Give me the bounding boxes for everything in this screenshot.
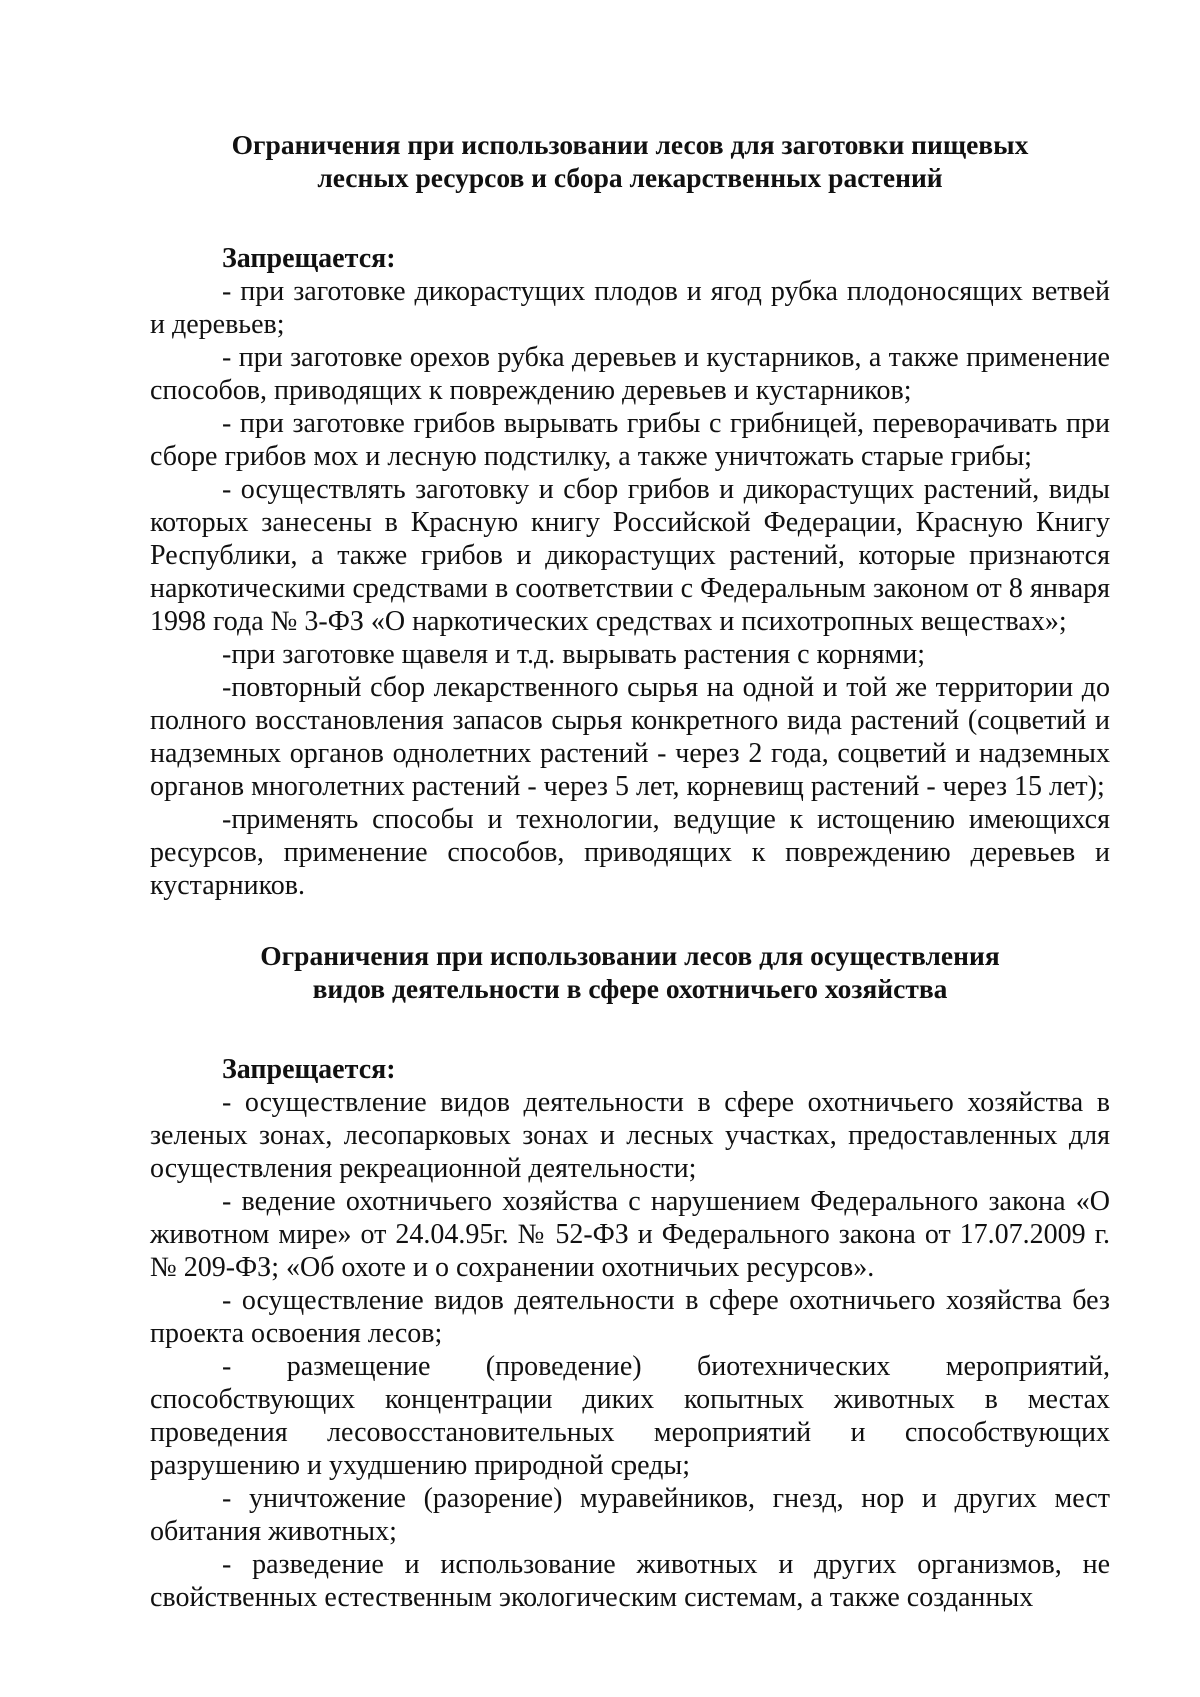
list-item: - разведение и использование животных и других организмов, не свойственных естественным экологическим системам, а также созданных [150, 1549, 1110, 1613]
list-item: - при заготовке дикорастущих плодов и ягод рубка плодоносящих ветвей и деревьев; [150, 276, 1110, 340]
list-item: -при заготовке щавеля и т.д. вырывать растения с корнями; [222, 639, 926, 670]
section-title [150, 939, 1110, 1005]
prohibited-heading: Запрещается: [222, 1054, 396, 1085]
list-item: -применять способы и технологии, ведущие к истощению имеющихся ресурсов, применение способов, приводящих к повреждению деревьев и кустарников. [150, 804, 1110, 901]
document-page [150, 128, 1110, 1614]
section-title [150, 128, 1110, 194]
section-title-line: лесных ресурсов и сбора лекарственных растений [317, 162, 943, 193]
list-item: - осуществление видов деятельности в сфере охотничьего хозяйства без проекта освоения лесов; [150, 1285, 1110, 1349]
list-item: - осуществлять заготовку и сбор грибов и дикорастущих растений, виды которых занесены в Красную книгу Российской Федерации, Красную Книгу Республики, а также грибов и дикорастущих растений, которые признаются наркотическими средствами в соответствии с Федеральным законом от 8 января 1998 года № 3-ФЗ «О наркотических средствах и психотропных веществах»; [150, 474, 1110, 637]
list-item: - ведение охотничьего хозяйства с нарушением Федерального закона «О животном мире» от 24.04.95г. № 52-ФЗ и Федерального закона от 17.07.2009 г. № 209-ФЗ; «Об охоте и о сохранении охотничьих ресурсов». [150, 1186, 1110, 1283]
list-item: - при заготовке орехов рубка деревьев и кустарников, а также применение способов, приводящих к повреждению деревьев и кустарников; [150, 342, 1110, 406]
section-title-line: видов деятельности в сфере охотничьего хозяйства [312, 973, 948, 1004]
list-item: - уничтожение (разорение) муравейников, гнезд, нор и других мест обитания животных; [150, 1483, 1110, 1547]
section-title-line: Ограничения при использовании лесов для заготовки пищевых [231, 129, 1029, 160]
list-item: - осуществление видов деятельности в сфере охотничьего хозяйства в зеленых зонах, лесопарковых зонах и лесных участках, предоставленных для осуществления рекреационной деятельности; [150, 1087, 1110, 1184]
section-hunting [150, 939, 1110, 1614]
list-item: -повторный сбор лекарственного сырья на одной и той же территории до полного восстановления запасов сырья конкретного вида растений (соцветий и надземных органов однолетних растений - через 2 года, соцветий и надземных органов многолетних растений - через 5 лет, корневищ растений - через 15 лет); [150, 672, 1110, 802]
list-item: - размещение (проведение) биотехнических мероприятий, способствующих концентрации диких копытных животных в местах проведения лесовосстановительных мероприятий и способствующих разрушению и ухудшению природной среды; [150, 1351, 1110, 1481]
section-food-resources [150, 128, 1110, 902]
list-item: - при заготовке грибов вырывать грибы с грибницей, переворачивать при сборе грибов мох и лесную подстилку, а также уничтожать старые грибы; [150, 408, 1110, 472]
section-title-line: Ограничения при использовании лесов для осуществления [260, 940, 1000, 971]
prohibited-heading: Запрещается: [222, 243, 396, 274]
